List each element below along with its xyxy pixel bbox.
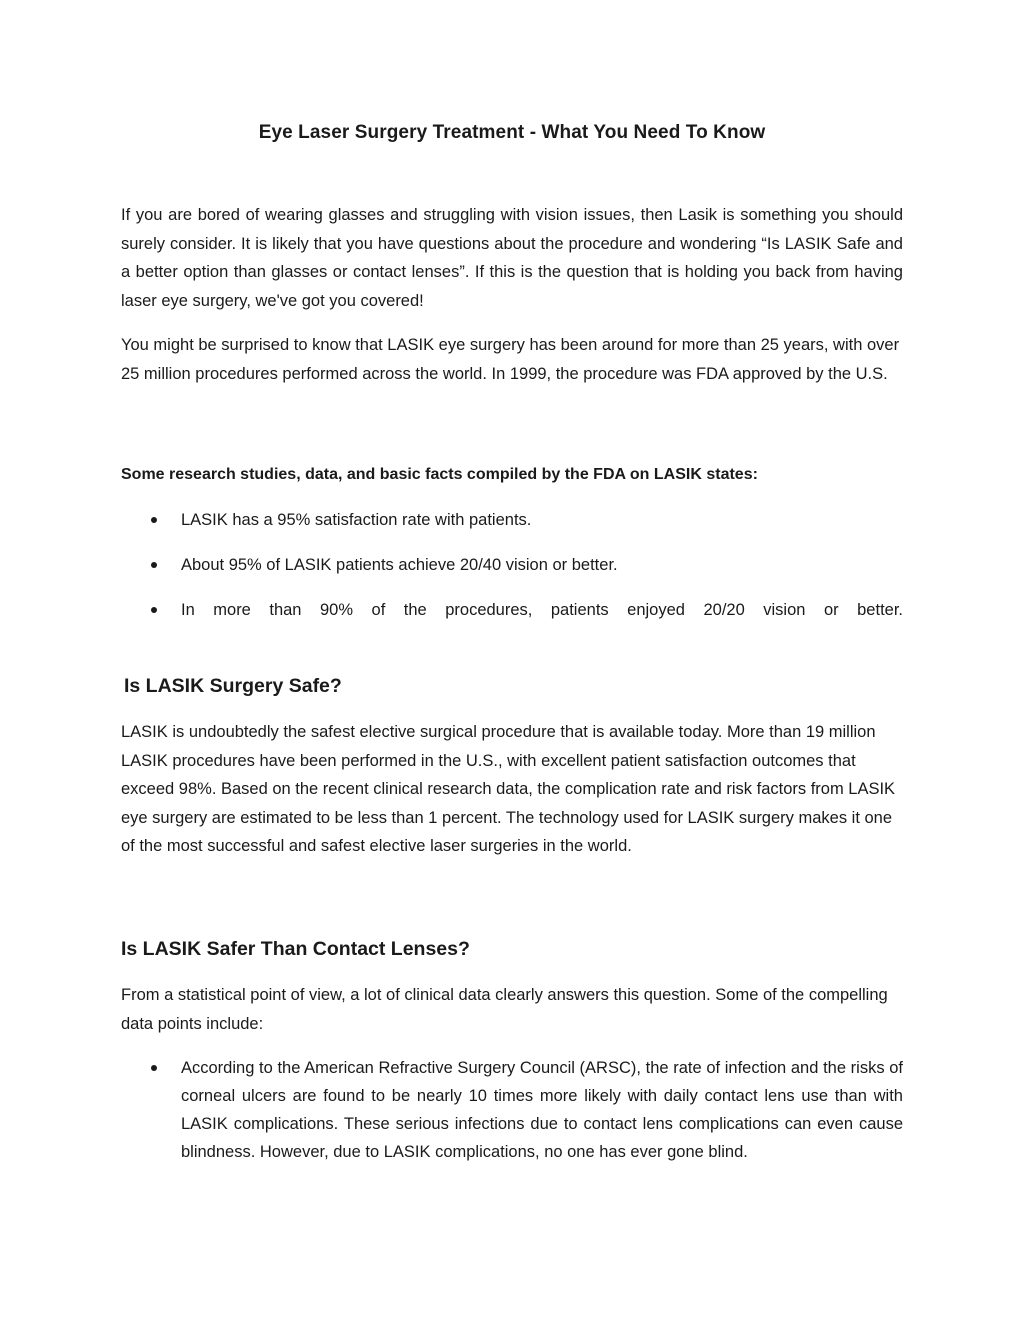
- facts-list: [121, 506, 903, 624]
- section-body-contacts: From a statistical point of view, a lot of clinical data clearly answers this question. Some of the compelling data points include:: [121, 986, 888, 1033]
- section-body-safe: LASIK is undoubtedly the safest elective surgical procedure that is available today. More than 19 million LASIK procedures have been performed in the U.S., with excellent patient satisfaction outcomes that exceed 98%. Based on the recent clinical research data, the complication rate and risk factors from LASIK eye surgery are estimated to be less than 1 percent. The technology used for LASIK surgery makes it one of the most successful and safest elective laser surgeries in the world.: [121, 723, 896, 855]
- fact-text: LASIK has a 95% satisfaction rate with patients.: [181, 511, 532, 529]
- section-heading-safe: Is LASIK Surgery Safe?: [124, 675, 342, 697]
- intro-paragraph: If you are bored of wearing glasses and struggling with vision issues, then Lasik is something you should surely consider. It is likely that you have questions about the procedure and wondering “Is LASIK Safe and a better option than glasses or contact lenses”. If this is the question that is holding you back from having laser eye surgery, we've got you covered!: [121, 206, 903, 310]
- section-heading-contacts: Is LASIK Safer Than Contact Lenses?: [121, 938, 470, 960]
- facts-lead: Some research studies, data, and basic facts compiled by the FDA on LASIK states:: [121, 466, 758, 483]
- fact-text: About 95% of LASIK patients achieve 20/40 vision or better.: [181, 556, 618, 574]
- document-title: Eye Laser Surgery Treatment - What You Need To Know: [258, 122, 766, 143]
- bullet-icon: [151, 607, 157, 613]
- contacts-points-list: [121, 1054, 903, 1166]
- point-text: According to the American Refractive Surgery Council (ARSC), the rate of infection and the risks of corneal ulcers are found to be nearly 10 times more likely with daily contact lens use than with LASIK complications. These serious infections due to contact lens complications can even cause blindness. However, due to LASIK complications, no one has ever gone blind.: [181, 1059, 903, 1161]
- bullet-icon: [151, 562, 157, 568]
- list-item: [121, 1054, 903, 1166]
- list-item: [121, 551, 903, 579]
- bullet-icon: [151, 1065, 157, 1071]
- list-item: [121, 506, 903, 534]
- bullet-icon: [151, 517, 157, 523]
- history-paragraph: You might be surprised to know that LASIK eye surgery has been around for more than 25 years, with over 25 million procedures performed across the world. In 1999, the procedure was FDA approved by the U.S.: [121, 336, 900, 383]
- fact-text: In more than 90% of the procedures, patients enjoyed 20/20 vision or better.: [181, 601, 903, 619]
- list-item: [121, 596, 903, 624]
